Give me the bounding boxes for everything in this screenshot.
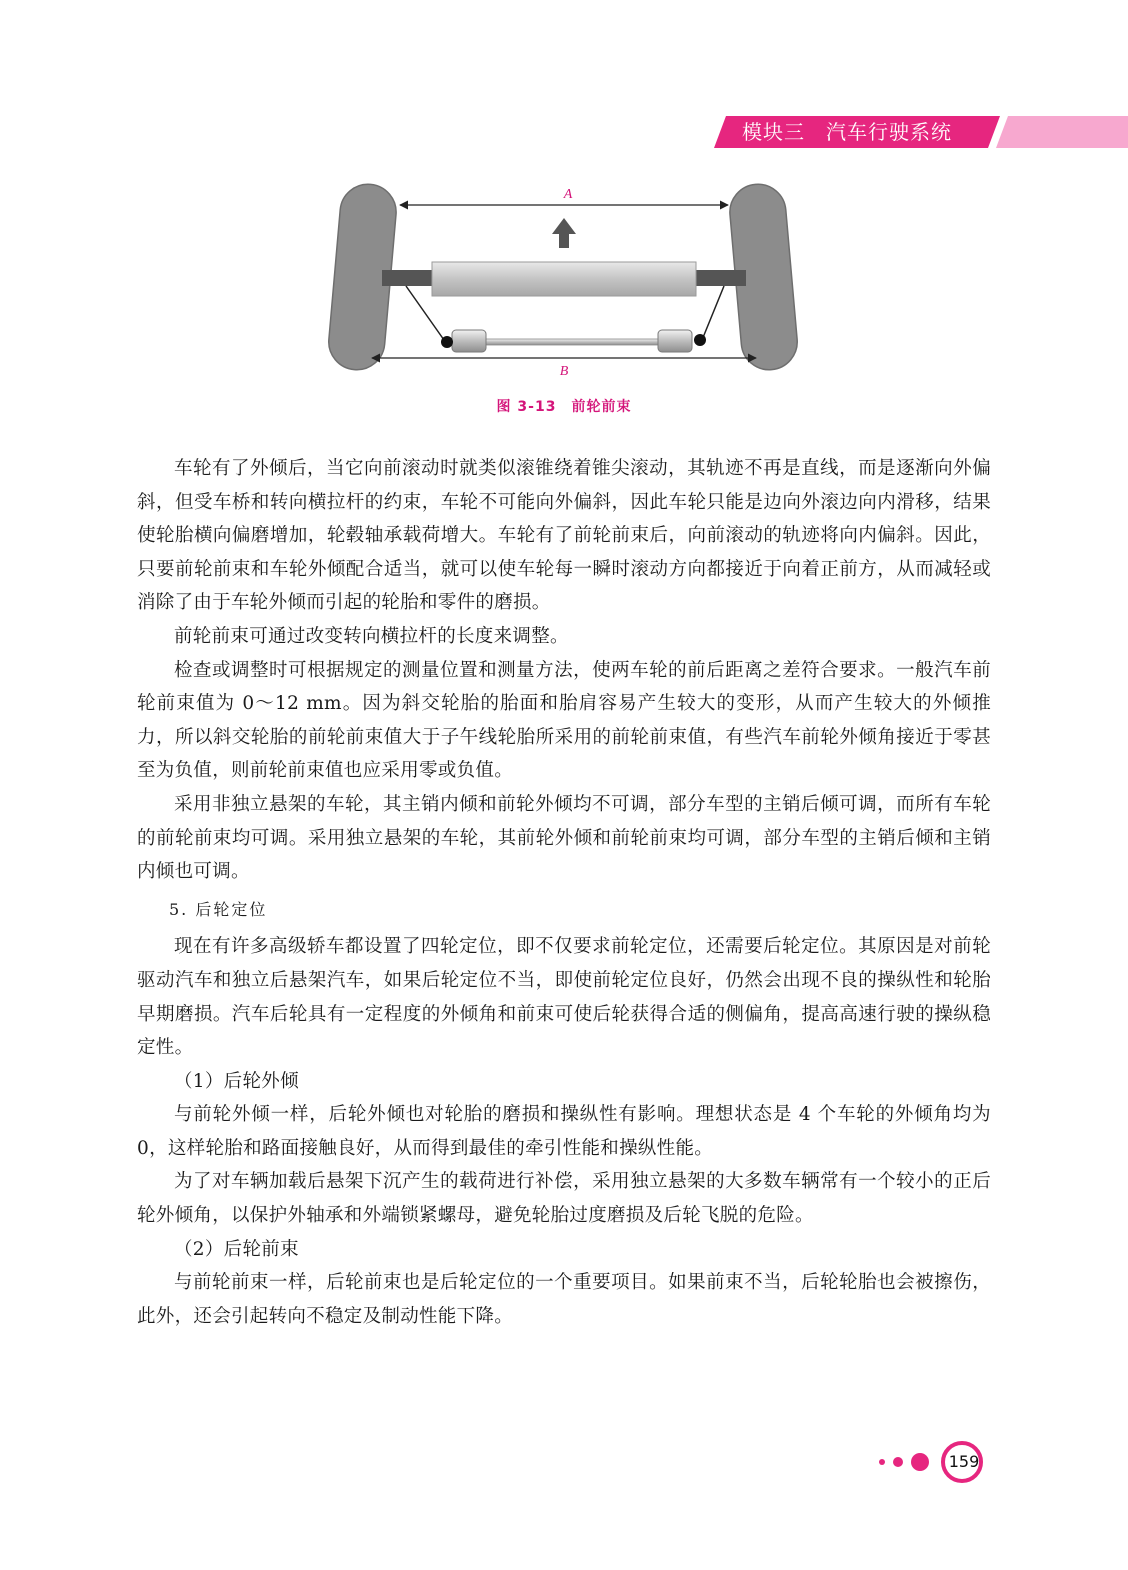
paragraph: 与前轮外倾一样，后轮外倾也对轮胎的磨损和操纵性有影响。理想状态是 4 个车轮的外倾角均为 0，这样轮胎和路面接触良好，从而得到最佳的牵引性能和操纵性能。 xyxy=(137,1104,991,1159)
left-ball-joint xyxy=(441,336,453,348)
tie-rod-left-sleeve xyxy=(452,330,486,352)
figure-caption: 图 3-13 前轮前束 xyxy=(496,399,632,415)
paragraph: 与前轮前束一样，后轮前束也是后轮定位的一个重要项目。如果前束不当，后轮轮胎也会被擦伤，此外，还会引起转向不稳定及制动性能下降。 xyxy=(137,1272,991,1327)
tie-rod-right-sleeve xyxy=(658,330,692,352)
toe-in-diagram xyxy=(320,178,810,388)
section-heading: 5. 后轮定位 xyxy=(169,899,268,919)
dimension-a-label: A xyxy=(563,187,573,202)
page-body xyxy=(137,452,991,1333)
module-title: 模块三 汽车行驶系统 xyxy=(742,120,952,144)
paragraph: 前轮前束可通过改变转向横拉杆的长度来调整。 xyxy=(174,625,569,647)
dimension-b-label: B xyxy=(559,364,569,379)
page-number: 159 xyxy=(948,1452,980,1471)
right-axle-stub xyxy=(694,270,746,286)
paragraph: 现在有许多高级轿车都设置了四轮定位，即不仅要求前轮定位，还需要后轮定位。其原因是对前轮驱动汽车和独立后悬架汽车，如果后轮定位不当，即使前轮定位良好，仍然会出现不良的操纵性和轮胎早期磨损。汽车后轮具有一定程度的外倾角和前束可使后轮获得合适的侧偏角，提高高速行驶的操纵稳定性。 xyxy=(137,936,991,1059)
subsection-heading: （2）后轮前束 xyxy=(174,1238,299,1260)
paragraph: 采用非独立悬架的车轮，其主销内倾和前轮外倾均不可调，部分车型的主销后倾可调，而所有车轮的前轮前束均可调。采用独立悬架的车轮，其前轮外倾和前轮前束均可调，部分车型的主销后倾和主销内倾也可调。 xyxy=(137,793,991,883)
subsection-heading: （1）后轮外倾 xyxy=(174,1070,299,1092)
paragraph: 为了对车辆加载后悬架下沉产生的载荷进行补偿，采用独立悬架的大多数车辆常有一个较小的正后轮外倾角，以保护外轴承和外端锁紧螺母，避免轮胎过度磨损及后轮飞脱的危险。 xyxy=(137,1171,991,1227)
paragraph: 检查或调整时可根据规定的测量位置和测量方法，使两车轮的前后距离之差符合要求。一般汽车前轮前束值为 0～12 mm。因为斜交轮胎的胎面和胎肩容易产生较大的变形，从而产生较大的外倾推力，所以斜交轮胎的前轮前束值大于子午线轮胎所采用的前轮前束值，有些汽车前轮外倾角接近于零甚至为负值，则前轮前束值也应采用零或负值。 xyxy=(137,659,991,782)
axle-beam xyxy=(432,262,696,296)
right-steering-arm xyxy=(702,286,724,340)
left-axle-stub xyxy=(382,270,434,286)
tie-rod xyxy=(480,339,660,345)
paragraph: 车轮有了外倾后，当它向前滚动时就类似滚锥绕着锥尖滚动，其轨迹不再是直线，而是逐渐向外偏斜，但受车桥和转向横拉杆的约束，车轮不可能向外偏斜，因此车轮只能是边向外滚边向内滑移，结果使轮胎横向偏磨增加，轮毂轴承载荷增大。车轮有了前轮前束后，向前滚动的轨迹将向内偏斜。因此，只要前轮前束和车轮外倾配合适当，就可以使车轮每一瞬时滚动方向都接近于向着正前方，从而减轻或消除了由于车轮外倾而引起的轮胎和零件的磨损。 xyxy=(137,458,991,614)
right-ball-joint xyxy=(694,334,706,346)
forward-arrow-icon xyxy=(552,218,576,248)
